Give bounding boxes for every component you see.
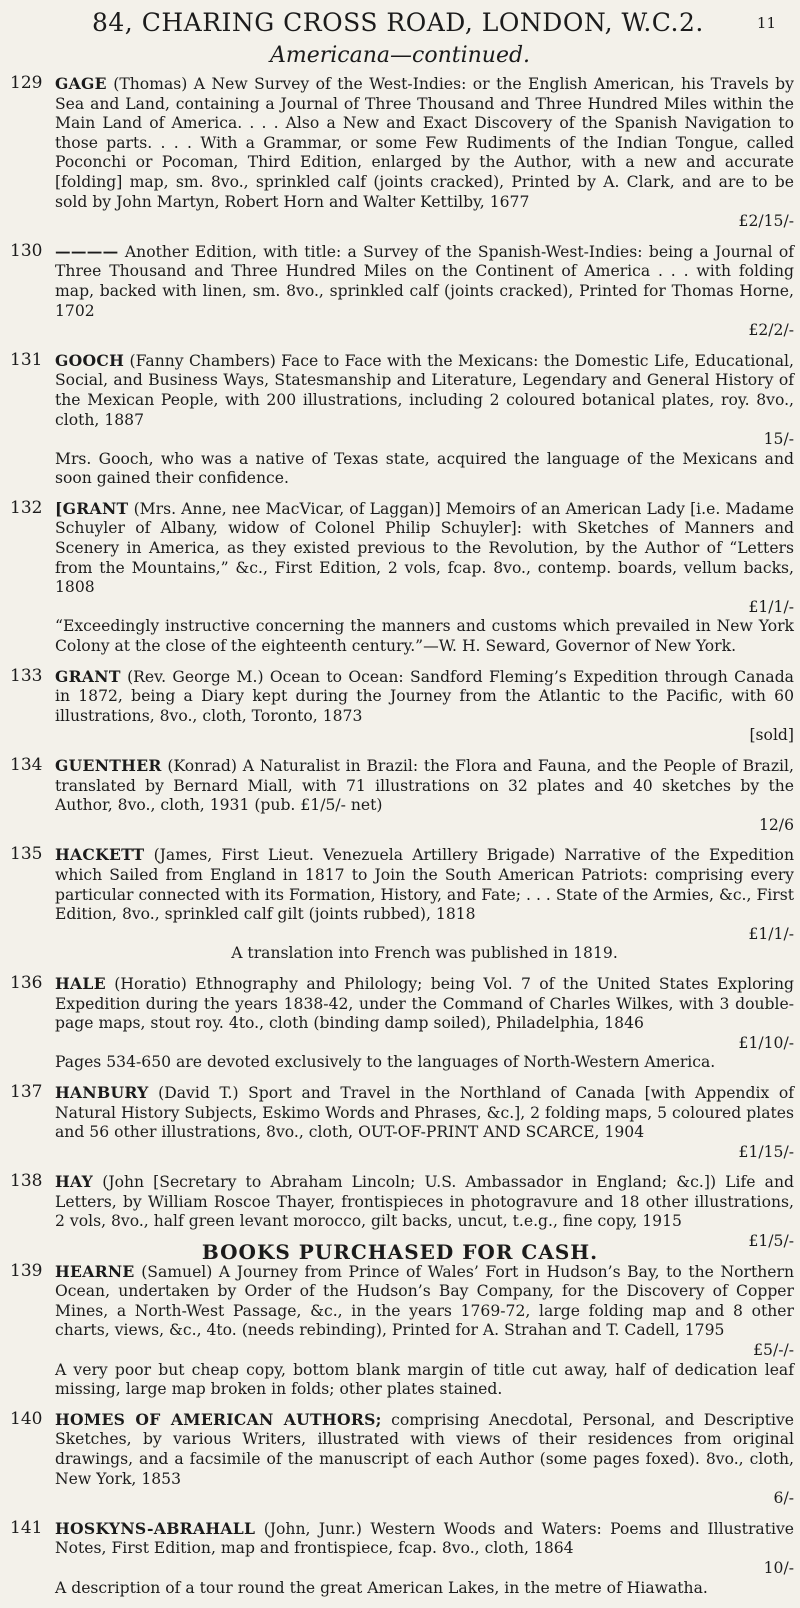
- entry-description: (John [Secretary to Abraham Lincoln; U.S. Ambassador in England; &c.]) Life and Letters, by William Roscoe Thayer, frontispieces in photogravure and 18 other illustrations, 2 vols, 8vo., half green levant morocco, gilt backs, uncut, t.e.g., fine copy, 1915: [55, 1173, 794, 1231]
- entry-author: GAGE: [55, 74, 107, 93]
- entry-note: A description of a tour round the great American Lakes, in the metre of Hiawatha.: [55, 1578, 708, 1597]
- entry-number: 135: [10, 844, 43, 865]
- entry-price: £1/10/-: [738, 1033, 794, 1052]
- entry-author: HALE: [55, 973, 106, 993]
- entry-price: £1/1/-: [748, 924, 794, 943]
- entry-number: 138: [10, 1171, 43, 1192]
- entry-author: GRANT: [55, 666, 121, 686]
- entry-number: 139: [10, 1260, 43, 1281]
- entry-description: (Mrs. Anne, nee MacVicar, of Laggan)] Memoirs of an American Lady [i.e. Madame Schuyler of Albany, widow of Colonel Philip Schuyler]: with Sketches of Manners and Scenery in America, as they existed previous to the Revolution, by the Author of “Letters from the Mountains,” &c., First Edition, 2 vols, fcap. 8vo., contemp. boards, vellum backs, 1808: [55, 499, 794, 597]
- entry-description: (Fanny Chambers) Face to Face with the Mexicans: the Domestic Life, Educational, Social, and Business Ways, Statesmanship and Literature, Legendary and General History of the Mexican People, with 200 illustrations, including 2 coloured botanical plates, roy. 8vo., cloth, 1887: [55, 351, 794, 429]
- entry-number: 132: [10, 497, 43, 518]
- entry-price: [sold]: [749, 726, 794, 745]
- entry-price: £5/-/-: [753, 1341, 794, 1360]
- catalogue-entry: [10, 974, 794, 1073]
- entry-description: (Rev. George M.) Ocean to Ocean: Sandford Fleming’s Expedition through Canada in 1872, being a Diary kept during the Journey from the Atlantic to the Pacific, with 60 illustrations, 8vo., cloth, Toronto, 1873: [55, 667, 794, 725]
- catalogue-entry: [10, 1262, 794, 1400]
- entry-number: 130: [10, 240, 43, 261]
- catalogue-entry: [10, 756, 794, 835]
- entry-price: 10/-: [763, 1558, 794, 1577]
- entry-author: HAY: [55, 1172, 94, 1192]
- catalogue-entry: [10, 499, 794, 657]
- entry-price: £1/15/-: [738, 1142, 794, 1161]
- entry-author: HOSKYNS-ABRAHALL: [55, 1518, 256, 1538]
- entry-price: £1/5/-: [748, 1232, 794, 1251]
- page-header: [0, 8, 800, 38]
- catalogue-entry: [10, 242, 794, 341]
- section-title: Americana—continued.: [269, 43, 531, 68]
- entry-note: A very poor but cheap copy, bottom blank margin of title cut away, half of dedication leaf missing, large map broken in folds; other plates stained.: [55, 1360, 794, 1399]
- entry-author: GOOCH: [55, 350, 125, 370]
- entry-description: Another Edition, with title: a Survey of the Spanish-West-Indies: being a Journal of Three Thousand and Three Hundred Miles on the Continent of America . . . with folding map, backed with linen, sm. 8vo., sprinkled calf (joints cracked), Printed for Thomas Horne, 1702: [55, 242, 794, 320]
- entry-number: 134: [10, 755, 43, 775]
- catalogue-entry: [10, 74, 794, 232]
- catalogue-entry: [10, 1083, 794, 1162]
- catalogue-entry: [10, 1519, 794, 1598]
- entry-note: A translation into French was published in 1819.: [231, 944, 618, 963]
- entry-price: 15/-: [763, 430, 794, 449]
- entry-price: 6/-: [773, 1489, 794, 1508]
- catalogue-entry: [10, 351, 794, 489]
- entry-number: 136: [10, 972, 43, 993]
- entry-number: 140: [10, 1408, 43, 1429]
- catalogue-entry: [10, 845, 794, 964]
- entry-author: [GRANT: [55, 498, 129, 518]
- entry-note: Mrs. Gooch, who was a native of Texas state, acquired the language of the Mexicans and soon gained their confidence.: [55, 449, 794, 488]
- footer-notice: BOOKS PURCHASED FOR CASH.: [201, 1240, 599, 1264]
- entry-author: HACKETT: [55, 845, 145, 865]
- catalogue-entry: [10, 1410, 794, 1509]
- entry-number: 133: [10, 665, 43, 686]
- entry-price: 12/6: [758, 815, 794, 834]
- entry-price: £2/2/-: [748, 321, 794, 340]
- page-number: 11: [756, 14, 776, 32]
- entry-price: £1/1/-: [748, 597, 794, 616]
- bookseller-address: 84, CHARING CROSS ROAD, LONDON, W.C.2.: [92, 8, 704, 37]
- entry-description: (Horatio) Ethnography and Philology; being Vol. 7 of the United States Exploring Expedition during the years 1838-42, under the Command of Charles Wilkes, with 3 double-page maps, stout roy. 4to., cloth (binding damp soiled), Philadelphia, 1846: [55, 974, 794, 1033]
- entry-description: comprising Anecdotal, Personal, and Descriptive Sketches, by various Writers, illustrated with views of their residences from original drawings, and a facsimile of the manuscript of each Author (some pages foxed). 8vo., cloth, New York, 1853: [55, 1410, 794, 1488]
- entry-number: 137: [10, 1081, 43, 1102]
- entry-author: ————: [55, 241, 119, 261]
- entry-number: 131: [10, 349, 43, 370]
- catalogue-entries: [10, 74, 794, 1608]
- entry-note: “Exceedingly instructive concerning the manners and customs which prevailed in New York Colony at the close of the eighteenth century.”—W. H. Seward, Governor of New York.: [55, 617, 794, 656]
- entry-description: (Konrad) A Naturalist in Brazil: the Flora and Fauna, and the People of Brazil, translated by Bernard Miall, with 71 illustrations on 32 plates and 40 sketches by the Author, 8vo., cloth, 1931 (pub. £1/5/- net): [55, 757, 794, 815]
- entry-author: HEARNE: [55, 1261, 135, 1281]
- entry-number: 141: [10, 1517, 43, 1538]
- entry-description: (David T.) Sport and Travel in the Northland of Canada [with Appendix of Natural History Subjects, Eskimo Words and Phrases, &c.], 2 folding maps, 5 coloured plates and 56 other illustrations, 8vo., cloth, OUT-OF-PRINT AND SCARCE, 1904: [55, 1083, 794, 1142]
- entry-description: (John, Junr.) Western Woods and Waters: Poems and Illustrative Notes, First Edition, map and frontispiece, fcap. 8vo., cloth, 1864: [55, 1519, 794, 1558]
- entry-author: HANBURY: [55, 1082, 149, 1102]
- catalogue-entry: [10, 667, 794, 746]
- entry-description: (Thomas) A New Survey of the West-Indies: or the English American, his Travels by Sea and Land, containing a Journal of Three Thousand and Three Hundred Miles within the Main Land of America. . . . Also a New and Exact Discovery of the Spanish Navigation to those parts. . . . With a Grammar, or some Few Rudiments of the Indian Tongue, called Poconchi or Pocoman, Third Edition, enlarged by the Author, with a new and accurate [folding] map, sm. 8vo., sprinkled calf (joints cracked), Printed by A. Clark, and are to be sold by John Martyn, Robert Horn and Walter Kettilby, 1677: [55, 75, 794, 211]
- entry-description: (Samuel) A Journey from Prince of Wales’ Fort in Hudson’s Bay, to the Northern Ocean, undertaken by Order of the Hudson’s Bay Company, for the Discovery of Copper Mines, a North-West Passage, &c., in the years 1769-72, large folding map and 8 other charts, views, &c., 4to. (needs rebinding), Printed for A. Strahan and T. Cadell, 1795: [55, 1262, 794, 1340]
- entry-author: GUENTHER: [55, 756, 162, 775]
- entry-author: HOMES OF AMERICAN AUTHORS;: [55, 1409, 382, 1429]
- entry-note: Pages 534-650 are devoted exclusively to the languages of North-Western America.: [55, 1053, 716, 1072]
- entry-description: (James, First Lieut. Venezuela Artillery Brigade) Narrative of the Expedition which Sailed from England in 1817 to Join the South American Patriots: comprising every particular connected with its Formation, History, and Fate; . . . State of the Armies, &c., First Edition, 8vo., sprinkled calf gilt (joints rubbed), 1818: [55, 846, 794, 924]
- entry-price: £2/15/-: [738, 212, 794, 231]
- entry-number: 129: [10, 73, 43, 93]
